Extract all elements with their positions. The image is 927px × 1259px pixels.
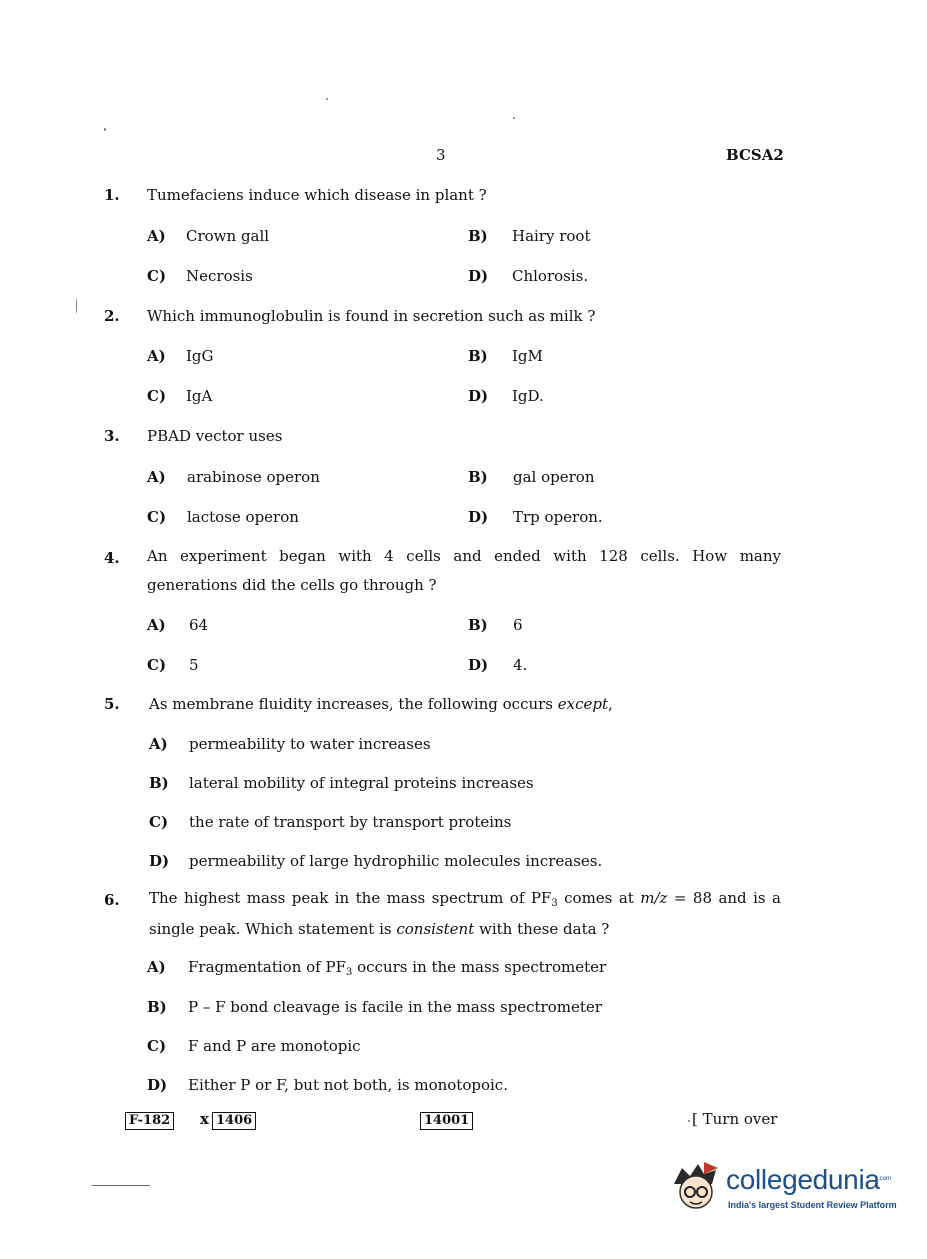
scan-speck [76,298,77,314]
option-letter: A) [147,347,166,365]
option-text: Chlorosis. [512,267,589,285]
question-text: An experiment began with 4 cells and ended with 128 cells. How many generations did the cells go through ? [147,547,781,594]
option-text: arabinose operon [187,468,320,486]
option-text: Hairy root [512,227,591,245]
scan-speck [104,128,106,131]
footer-multiplier: x [200,1110,209,1128]
option-letter: B) [468,616,488,634]
logo-tagline: India's largest Student Review Platform [728,1200,897,1210]
question-number: 1. [104,186,120,204]
option-text: P – F bond cleavage is facile in the mass spectrometer [188,998,602,1016]
question-number: 2. [104,307,120,325]
question-text: Which immunoglobulin is found in secretion such as milk ? [147,307,596,325]
option-text: Necrosis [186,267,253,285]
option-text: 5 [189,656,199,674]
option-letter: D) [468,267,489,285]
option-text: the rate of transport by transport proteins [189,813,512,831]
option-letter: C) [147,1037,167,1055]
footer-code-left: F-182 [125,1110,174,1130]
turn-over: [ Turn over [692,1110,778,1128]
option-letter: B) [468,227,488,245]
option-letter: A) [147,958,166,976]
option-text: permeability to water increases [189,735,431,753]
option-text: gal operon [513,468,595,486]
option-text: Fragmentation of $PF_3$ occurs in the mass spectrometer [188,958,607,978]
option-letter: D) [149,852,170,870]
option-letter: B) [468,347,488,365]
option-letter: C) [147,508,167,526]
scan-speck [688,1120,690,1122]
option-text: permeability of large hydrophilic molecules increases. [189,852,603,870]
option-letter: A) [147,468,166,486]
logo-domain: .com [878,1176,892,1182]
paper-code: BCSA2 [726,146,784,164]
option-letter: C) [147,656,167,674]
option-letter: B) [149,774,169,792]
question-number: 3. [104,427,120,445]
option-text: 64 [189,616,209,634]
option-letter: C) [147,267,167,285]
mascot-icon [668,1158,724,1218]
option-text: Trp operon. [513,508,603,526]
option-text: Either P or F, but not both, is monotopoic. [188,1076,508,1094]
logo-brand-text: collegedunia [726,1164,880,1195]
option-letter: C) [149,813,169,831]
question-text: Tumefaciens induce which disease in plant ? [147,186,487,204]
option-text: Crown gall [186,227,270,245]
question-text: The highest mass peak in the mass spectrum of $PF_3$ comes at m/z = 88 and is a single peak. Which statement is consistent with these data ? [149,889,782,938]
footer-code-mid: 1406 [212,1110,256,1130]
option-letter: A) [147,616,166,634]
scan-mark [92,1185,150,1186]
option-text: F and P are monotopic [188,1037,361,1055]
question-number: 4. [104,549,120,567]
scan-speck [513,117,515,119]
option-text: 4. [513,656,528,674]
collegedunia-logo [668,1158,898,1218]
option-text: lateral mobility of integral proteins increases [189,774,534,792]
option-text: 6 [513,616,523,634]
option-letter: B) [147,998,167,1016]
option-letter: B) [468,468,488,486]
option-letter: D) [468,656,489,674]
page-number: 3 [436,146,446,164]
option-text: IgD. [512,387,544,405]
option-text: IgM [512,347,543,365]
option-letter: A) [147,227,166,245]
option-letter: D) [468,387,489,405]
option-letter: A) [149,735,168,753]
option-text: IgA [186,387,213,405]
option-letter: D) [468,508,489,526]
question-number: 5. [104,695,120,713]
scan-speck [326,98,328,100]
option-letter: C) [147,387,167,405]
question-number: 6. [104,891,120,909]
option-text: lactose operon [187,508,299,526]
option-text: IgG [186,347,214,365]
option-letter: D) [147,1076,168,1094]
footer-code-center: 14001 [420,1110,473,1130]
question-text: PBAD vector uses [147,427,283,445]
question-text: As membrane fluidity increases, the following occurs except, [149,695,613,713]
